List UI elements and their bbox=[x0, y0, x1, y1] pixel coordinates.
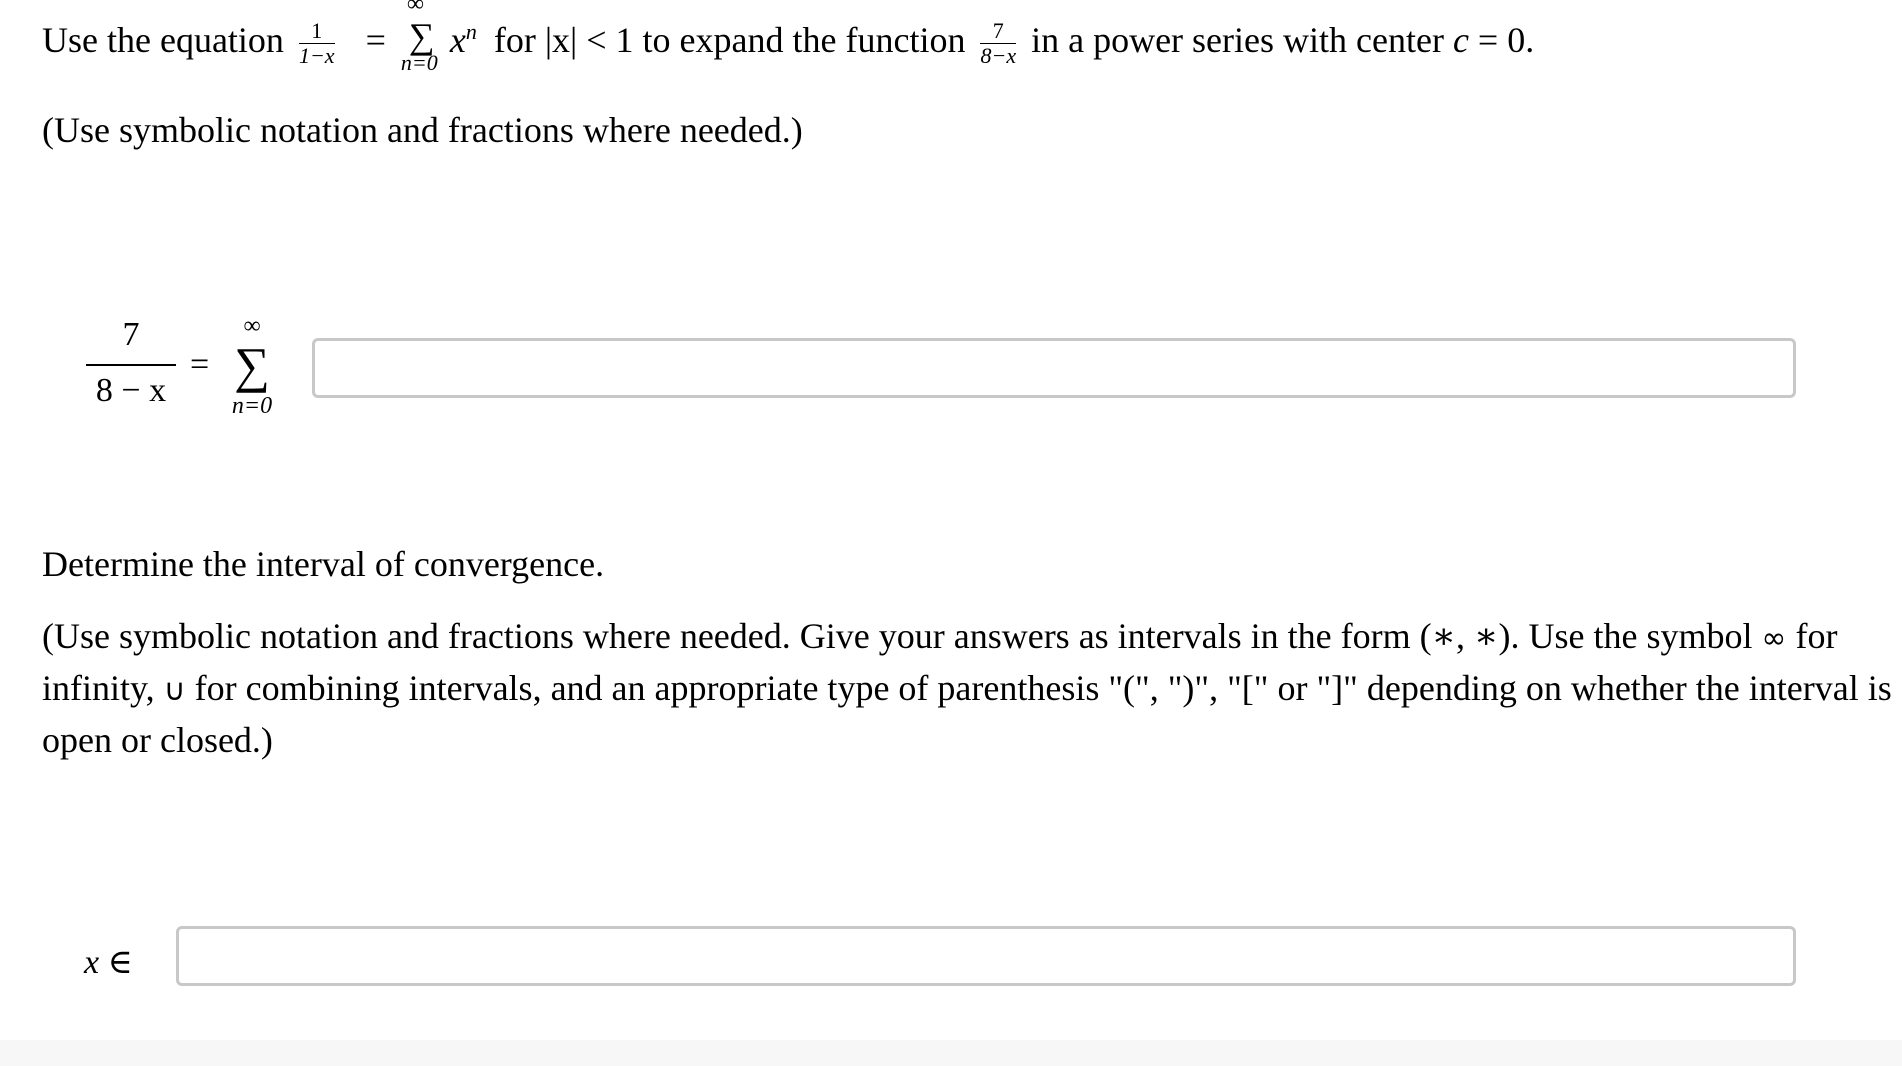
function-fraction-numerator: 7 bbox=[980, 20, 1016, 44]
infinity-symbol: ∞ bbox=[1761, 621, 1787, 656]
summation-symbol: ∑ bbox=[408, 16, 435, 56]
question-note: (Use symbolic notation and fractions where needed.) bbox=[42, 110, 803, 150]
answer-fraction-numerator: 7 bbox=[122, 316, 140, 353]
center-value: = 0. bbox=[1477, 20, 1535, 60]
equals-sign: = bbox=[365, 20, 386, 60]
function-fraction-denominator: 8−x bbox=[980, 43, 1017, 69]
interval-note-text: for combining intervals, and an appropriate type of parenthesis "(", ")", "[" or "]" depending on whether the interval is bbox=[194, 668, 1892, 708]
answer-summation-lower-limit: n=0 bbox=[231, 393, 273, 419]
interval-input[interactable] bbox=[176, 926, 1796, 986]
interval-note-text: for bbox=[1795, 616, 1838, 656]
answer-summation bbox=[224, 314, 280, 418]
answer-summation-upper-limit: ∞ bbox=[243, 313, 261, 339]
series-term-exponent: n bbox=[465, 19, 477, 44]
interval-note-text: infinity, bbox=[42, 668, 155, 708]
summation-lower-limit: n=0 bbox=[400, 50, 438, 75]
given-fraction bbox=[299, 20, 335, 67]
tail-text: in a power series with center bbox=[1031, 20, 1444, 60]
answer-fraction-denominator: 8 − x bbox=[95, 372, 167, 409]
series-term-base: x bbox=[449, 20, 466, 60]
interval-heading: Determine the interval of convergence. bbox=[42, 544, 605, 584]
given-fraction-denominator: 1−x bbox=[298, 43, 335, 69]
interval-label: x ∈ bbox=[84, 944, 133, 981]
interval-note-line-3: open or closed.) bbox=[42, 720, 273, 760]
interval-note-text: (Use symbolic notation and fractions where needed. Give your answers as intervals in the form (∗, ∗). Use the symbol bbox=[42, 616, 1753, 656]
answer-fraction bbox=[86, 318, 176, 408]
summation bbox=[400, 0, 441, 75]
series-term-input[interactable] bbox=[312, 338, 1796, 398]
summation-upper-limit: ∞ bbox=[406, 0, 424, 17]
function-fraction bbox=[980, 20, 1016, 67]
intro-text: Use the equation bbox=[42, 20, 284, 60]
answer-equals-sign: = bbox=[190, 346, 210, 383]
bottom-band bbox=[0, 1040, 1902, 1066]
condition-text: for |x| < 1 to expand the function bbox=[493, 20, 966, 60]
center-variable: c bbox=[1452, 20, 1469, 60]
interval-note-line-1 bbox=[42, 618, 1837, 654]
union-symbol: ∪ bbox=[163, 673, 186, 708]
given-fraction-numerator: 1 bbox=[299, 20, 335, 44]
interval-note-line-2 bbox=[42, 670, 1892, 706]
question-statement bbox=[42, 0, 1535, 75]
answer-summation-symbol: ∑ bbox=[234, 337, 270, 393]
